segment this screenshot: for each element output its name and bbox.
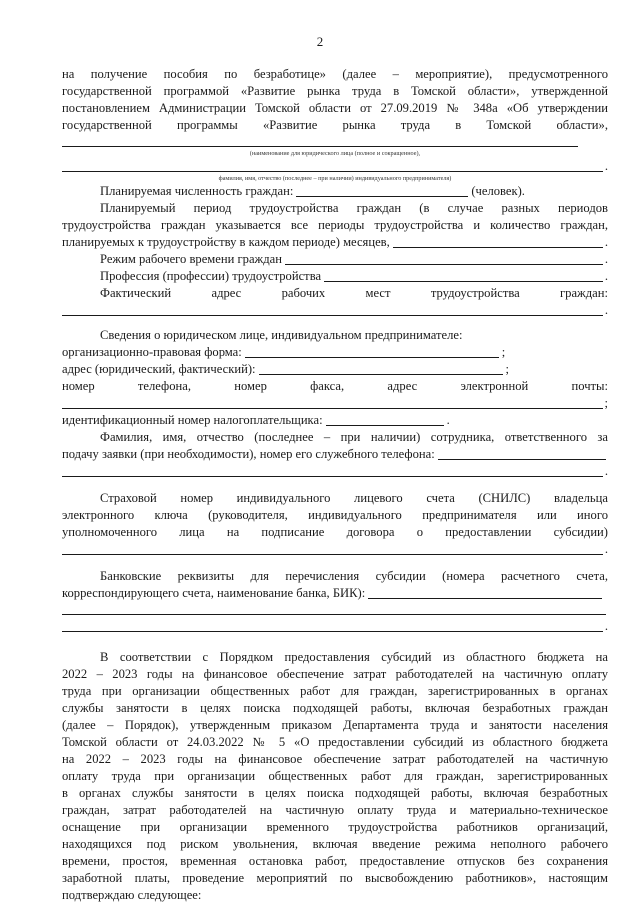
org-form-row: организационно-правовая форма: ; [62,345,506,359]
workplace-address-row: . [62,302,608,319]
schedule-label: Режим рабочего времени граждан [100,252,282,266]
final-line: В соответствии с Порядком предоставления субсидий из областного бюджета на [100,650,608,664]
legal-entity-field[interactable] [62,134,608,150]
workplace-address-input[interactable] [62,303,603,316]
bank-input-2[interactable] [62,602,606,615]
period-line: трудоустройства граждан указывается все периоды трудоустройства и количество граждан, [62,218,608,232]
entrepreneur-blank[interactable] [62,159,603,172]
bank-line: Банковские реквизиты для перечисления субсидии (номера расчетного счета, [100,569,608,583]
address-input[interactable] [259,362,503,375]
inn-label: идентификационный номер налогоплательщика: [62,413,323,427]
intro-line: государственной программой «Развитие рынка труда в Томской области», утвержденной [62,84,608,98]
employee-row-2: . [62,463,608,480]
bank-input[interactable] [368,586,602,599]
contacts-input[interactable] [62,396,603,409]
employee-row [62,446,608,463]
legal-entity-note: (наименование для юридического лица (полное и сокращенное), [249,150,421,157]
employee-label: подачу заявки (при необходимости), номер его служебного телефона: [62,447,435,461]
final-line: граждан, затрат работодателей на частичную оплату труда и материально-техническое [62,803,608,817]
org-form-input[interactable] [245,345,499,358]
bank-row-3: . [62,618,608,635]
planned-count-label: Планируемая численность граждан: [100,184,294,198]
entrepreneur-field[interactable]: . [62,158,608,175]
final-line: заработной платы, проведение мероприятий по высвобождению работников», настоящим [62,871,608,885]
document-body [62,66,608,904]
contacts-label: номер телефона, номер факса, адрес электронной почты: [62,379,608,393]
schedule-input[interactable] [285,252,603,265]
final-line: труда при организации общественных работ для граждан, зарегистрированных в органах [62,684,608,698]
bank-label: корреспондирующего счета, наименование банка, БИК): [62,586,366,600]
final-line: службы занятости в целях поиска подходящей работы, включая безработных граждан [62,701,608,715]
inn-input[interactable] [326,413,444,426]
bank-row [62,585,608,602]
inn-row: идентификационный номер налогоплательщика: . [62,413,450,427]
snils-line: электронного ключа (руководителя, индивидуального предпринимателя или иного [62,508,608,522]
snils-input[interactable] [62,542,603,555]
period-line: Планируемый период трудоустройства граждан (в случае разных периодов [100,201,608,215]
snils-line: уполномоченного лица на подписание договора о предоставлении субсидии) [62,525,608,539]
final-line: 2022 – 2023 годы на финансовое обеспечение затрат работодателей на частичную оплату [62,667,608,681]
final-line: находящихся под риском увольнения, включая введение режима неполного рабочего [62,837,608,851]
planned-count-input[interactable] [296,184,468,197]
intro-line: государственной программы «Развитие рынка труда в Томской области», [62,118,608,132]
schedule-row: Режим рабочего времени граждан . [100,252,608,266]
org-form-label: организационно-правовая форма: [62,345,242,359]
final-line: оплату труда при организации общественных работ для граждан, зарегистрированных [62,769,608,783]
info-heading: Сведения о юридическом лице, индивидуальном предпринимателе: [100,328,463,342]
page-number: 2 [316,34,324,49]
period-row: планируемых к трудоустройству в каждом периоде) месяцев, . [62,235,608,249]
entrepreneur-note: фамилия, имя, отчество (последнее – при наличии) индивидуального предпринимателя) [218,175,452,182]
employee-line: Фамилия, имя, отчество (последнее – при наличии) сотрудника, ответственного за [100,430,608,444]
profession-input[interactable] [324,269,603,282]
final-line: (далее – Порядок), утвержденным приказом Департамента труда и занятости населения [62,718,608,732]
intro-line: на получение пособия по безработице» (далее – мероприятие), предусмотренного [62,67,608,81]
bank-input-3[interactable] [62,619,603,632]
contacts-row: ; [62,395,608,412]
final-line: в органах службы занятости в целях поиска подходящей работы, включая безработных [62,786,608,800]
final-line: времени, простоя, временная остановка работ, предоставление отпусков без сохранения [62,854,608,868]
planned-count-row [62,183,608,200]
bank-row-2 [62,602,608,618]
snils-row: . [62,541,608,558]
employee-input-2[interactable] [62,464,603,477]
final-line-last: подтверждаю следующее: [62,888,202,902]
intro-line: постановлением Администрации Томской области от 27.09.2019 № 348а «Об утверждении [62,101,608,115]
period-input[interactable] [393,235,603,248]
snils-line: Страховой номер индивидуального лицевого счета (СНИЛС) владельца [100,491,608,505]
employee-input[interactable] [438,447,606,460]
legal-entity-blank[interactable] [62,134,578,147]
profession-row: Профессия (профессии) трудоустройства . [100,269,608,283]
workplace-address-label: Фактический адрес рабочих мест трудоустройства граждан: [100,286,608,300]
address-row: адрес (юридический, фактический): ; [62,362,510,376]
final-line: оснащение при организации временного трудоустройства работников организаций, [62,820,608,834]
address-label: адрес (юридический, фактический): [62,362,256,376]
period-label: планируемых к трудоустройству в каждом периоде) месяцев, [62,235,390,249]
planned-count-unit: (человек). [471,184,525,198]
final-line: Томской области от 24.03.2022 № 5 «О предоставлении субсидий из областного бюджета [62,735,608,749]
profession-label: Профессия (профессии) трудоустройства [100,269,322,283]
final-line: на 2022 – 2023 годы на финансовое обеспечение затрат работодателей на частичную [62,752,608,766]
